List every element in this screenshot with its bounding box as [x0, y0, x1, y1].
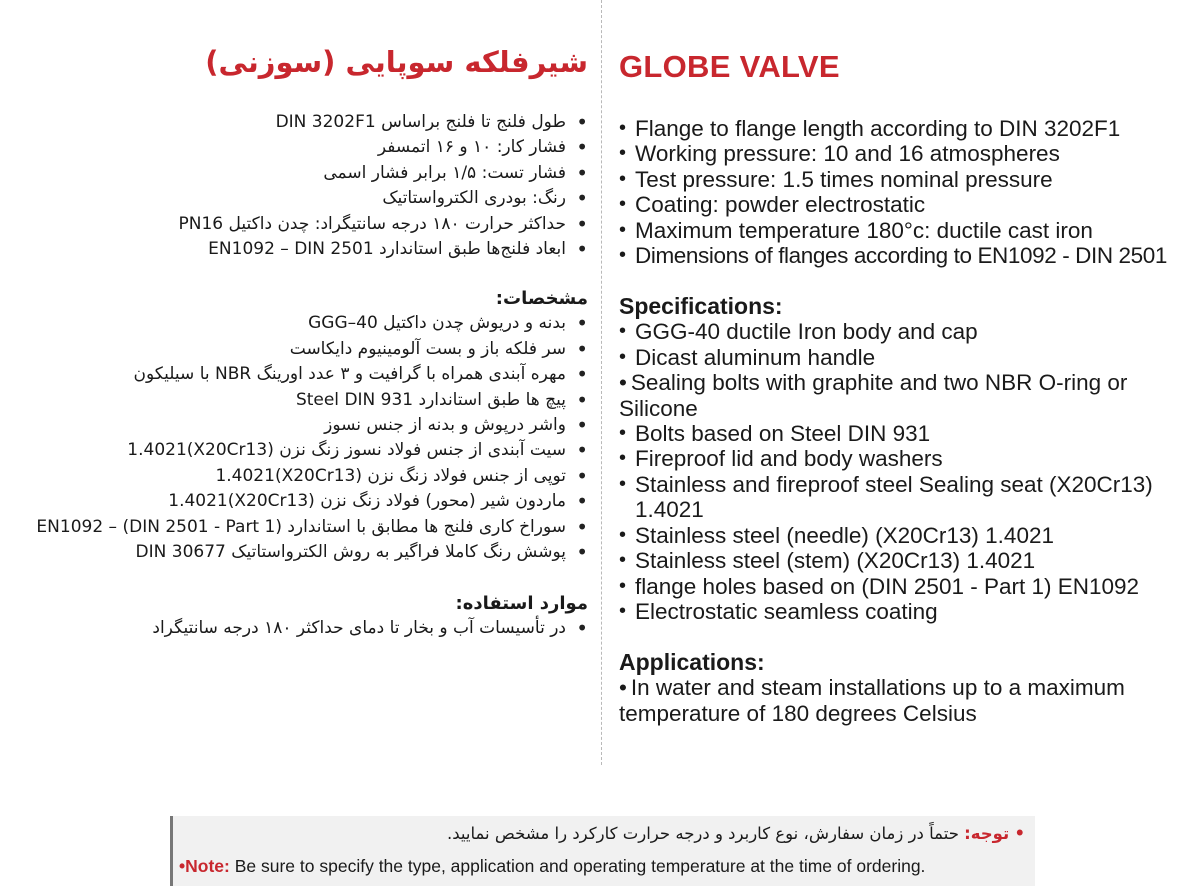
list-item: • پیچ ها طبق استاندارد Steel DIN 931	[20, 388, 588, 413]
list-item: • Stainless steel (stem) (X20Cr13) 1.4021	[619, 548, 1189, 573]
list-item: • GGG-40 ductile Iron body and cap	[619, 319, 1189, 344]
list-item: • فشار تست: ۱/۵ برابر فشار اسمی	[20, 161, 588, 186]
list-item: • flange holes based on (DIN 2501 - Part 1) EN1092	[619, 574, 1189, 599]
english-spec-heading: Specifications:	[619, 293, 783, 320]
persian-spec-list	[20, 311, 588, 565]
bullet: •	[619, 675, 627, 701]
list-item: • سوراخ کاری فلنج ها مطابق با استاندارد (DIN 2501 - Part 1) – EN1092	[20, 515, 588, 540]
list-item: • Stainless and fireproof steel Sealing seat (X20Cr13) 1.4021	[619, 472, 1189, 523]
note-persian-text: حتماً در زمان سفارش، نوع کاربرد و درجه حرارت کارکرد را مشخص نمایید.	[446, 824, 959, 843]
list-item: • بدنه و دریوش چدن داکتیل GGG–40	[20, 311, 588, 336]
persian-title: شیرفلکه سوپایی (سوزنی)	[205, 45, 588, 79]
persian-feature-list	[20, 110, 588, 262]
list-item: • Fireproof lid and body washers	[619, 446, 1189, 471]
list-item: • مهره آبندی همراه با گرافیت و ۳ عدد اورینگ NBR با سیلیکون	[20, 362, 588, 387]
list-item: • در تأسیسات آب و بخار تا دمای حداکثر ۱۸۰ درجه سانتیگراد	[20, 616, 588, 641]
list-item: • Maximum temperature 180°c: ductile cast iron	[619, 218, 1189, 243]
persian-applications-list	[20, 616, 588, 641]
list-item: • Coating: powder electrostatic	[619, 192, 1189, 217]
list-item: • In water and steam installations up to a maximum temperature of 180 degrees Celsius	[619, 675, 1125, 726]
note-english	[179, 856, 925, 877]
list-item: • Bolts based on Steel DIN 931	[619, 421, 1189, 446]
english-applications-list	[619, 675, 1189, 726]
list-item: • فشار کار: ۱۰ و ۱۶ اتمسفر	[20, 135, 588, 160]
list-item: • پوشش رنگ کاملا فراگیر به روش الکترواستاتیک DIN 30677	[20, 540, 588, 565]
persian-applications-heading: موارد استفاده:	[455, 592, 588, 614]
note-bullet: •	[1014, 824, 1025, 843]
note-bullet: •	[179, 856, 186, 876]
list-item: • توپی از جنس فولاد زنگ نزن (X20Cr13)1.4021	[20, 464, 588, 489]
list-item: • Working pressure: 10 and 16 atmospheres	[619, 141, 1189, 166]
list-item: • واشر درپوش و بدنه از جنس نسوز	[20, 413, 588, 438]
column-divider	[601, 0, 602, 765]
list-item: • Electrostatic seamless coating	[619, 599, 1189, 624]
list-item: • سر فلکه باز و بست آلومینیوم دایکاست	[20, 337, 588, 362]
english-applications-heading: Applications:	[619, 649, 765, 676]
persian-spec-heading: مشخصات:	[495, 288, 588, 310]
list-item: • Dicast aluminum handle	[619, 345, 1189, 370]
english-column	[619, 48, 1189, 726]
english-spec-list	[619, 319, 1189, 624]
list-item: • رنگ: بودری الکترواستاتیک	[20, 186, 588, 211]
bullet: •	[619, 370, 627, 396]
note-persian	[447, 824, 1025, 843]
list-item: • Dimensions of flanges according to EN1092 - DIN 2501	[619, 243, 1189, 268]
list-item: • ابعاد فلنج‌ها طبق استاندارد EN1092 – DIN 2501	[20, 237, 588, 262]
note-persian-label: توجه:	[964, 824, 1010, 843]
list-item: • Flange to flange length according to DIN 3202F1	[619, 116, 1189, 141]
list-item: • ماردون شیر (محور) فولاد زنگ نزن (X20Cr13)1.4021	[20, 489, 588, 514]
list-item: • Stainless steel (needle) (X20Cr13) 1.4021	[619, 523, 1189, 548]
english-title: GLOBE VALVE	[619, 49, 840, 84]
list-item: • سیت آبندی از جنس فولاد نسوز زنگ نزن (X20Cr13)1.4021	[20, 438, 588, 463]
list-item: • Sealing bolts with graphite and two NBR O-ring or Silicone	[619, 370, 1128, 421]
list-item: • Test pressure: 1.5 times nominal pressure	[619, 167, 1189, 192]
persian-column	[20, 40, 588, 641]
note-english-text: Be sure to specify the type, application and operating temperature at the time of ordering.	[234, 856, 926, 876]
english-feature-list	[619, 116, 1189, 268]
list-item: • حداکثر حرارت ۱۸۰ درجه سانتیگراد: چدن داکتیل PN16	[20, 212, 588, 237]
ordering-note	[170, 816, 1035, 886]
note-english-label: Note:	[185, 856, 230, 876]
list-item: • طول فلنج تا فلنج براساس DIN 3202F1	[20, 110, 588, 135]
